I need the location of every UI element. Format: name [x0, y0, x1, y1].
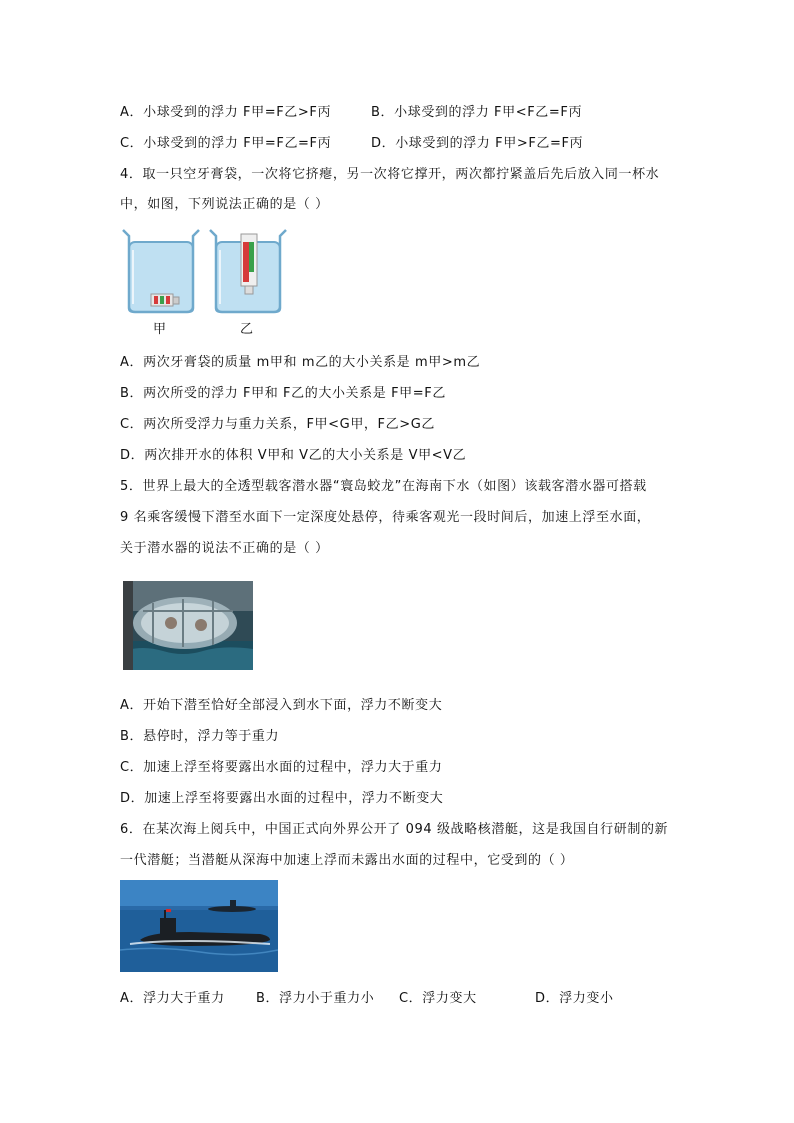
submarine-photo — [120, 880, 278, 972]
q4-option-d: D．两次排开水的体积 V甲和 V乙的大小关系是 V甲<V乙 — [120, 448, 467, 463]
q5-stem-line3: 关于潜水器的说法不正确的是（ ） — [120, 541, 329, 556]
q3-option-b: B．小球受到的浮力 F甲<F乙=F丙 — [371, 105, 583, 120]
q3-option-d: D．小球受到的浮力 F甲>F乙=F丙 — [371, 136, 584, 151]
q4-stem-line2: 中，如图，下列说法正确的是（ ） — [120, 197, 329, 212]
q4-option-b: B．两次所受的浮力 F甲和 F乙的大小关系是 F甲=F乙 — [120, 386, 446, 401]
caption-jia: 甲 — [153, 322, 167, 337]
q5-stem-line1: 5．世界上最大的全透型载客潜水器“寰岛蛟龙”在海南下水（如图）该载客潜水器可搭载 — [120, 479, 647, 494]
q6-option-c: C．浮力变大 — [399, 991, 477, 1006]
q6-option-a: A．浮力大于重力 — [120, 991, 225, 1006]
q6-stem-line2: 一代潜艇；当潜艇从深海中加速上浮而未露出水面的过程中，它受到的（ ） — [120, 853, 574, 868]
caption-yi: 乙 — [240, 322, 254, 337]
q4-stem-line1: 4．取一只空牙膏袋，一次将它挤瘪，另一次将它撑开，两次都拧紧盖后先后放入同一杯水 — [120, 167, 660, 182]
beaker-jia-figure — [121, 228, 201, 314]
q5-option-d: D．加速上浮至将要露出水面的过程中，浮力不断变大 — [120, 791, 444, 806]
q5-stem-line2: 9 名乘客缓慢下潜至水面下一定深度处悬停，待乘客观光一段时间后，加速上浮至水面， — [120, 510, 651, 525]
beaker-yi-figure — [208, 228, 288, 314]
q5-option-b: B．悬停时，浮力等于重力 — [120, 729, 280, 744]
q5-option-c: C．加速上浮至将要露出水面的过程中，浮力大于重力 — [120, 760, 443, 775]
q6-option-b: B．浮力小于重力小 — [256, 991, 375, 1006]
q3-option-c: C．小球受到的浮力 F甲=F乙=F丙 — [120, 136, 332, 151]
q6-option-d: D．浮力变小 — [535, 991, 614, 1006]
q4-option-c: C．两次所受浮力与重力关系，F甲<G甲，F乙>G乙 — [120, 417, 435, 432]
q6-stem-line1: 6．在某次海上阅兵中，中国正式向外界公开了 094 级战略核潜艇，这是我国自行研制的新 — [120, 822, 669, 837]
q3-option-a: A．小球受到的浮力 F甲=F乙>F丙 — [120, 105, 332, 120]
submersible-photo — [123, 581, 253, 670]
q4-option-a: A．两次牙膏袋的质量 m甲和 m乙的大小关系是 m甲>m乙 — [120, 355, 481, 370]
q5-option-a: A．开始下潜至恰好全部浸入到水下面，浮力不断变大 — [120, 698, 443, 713]
